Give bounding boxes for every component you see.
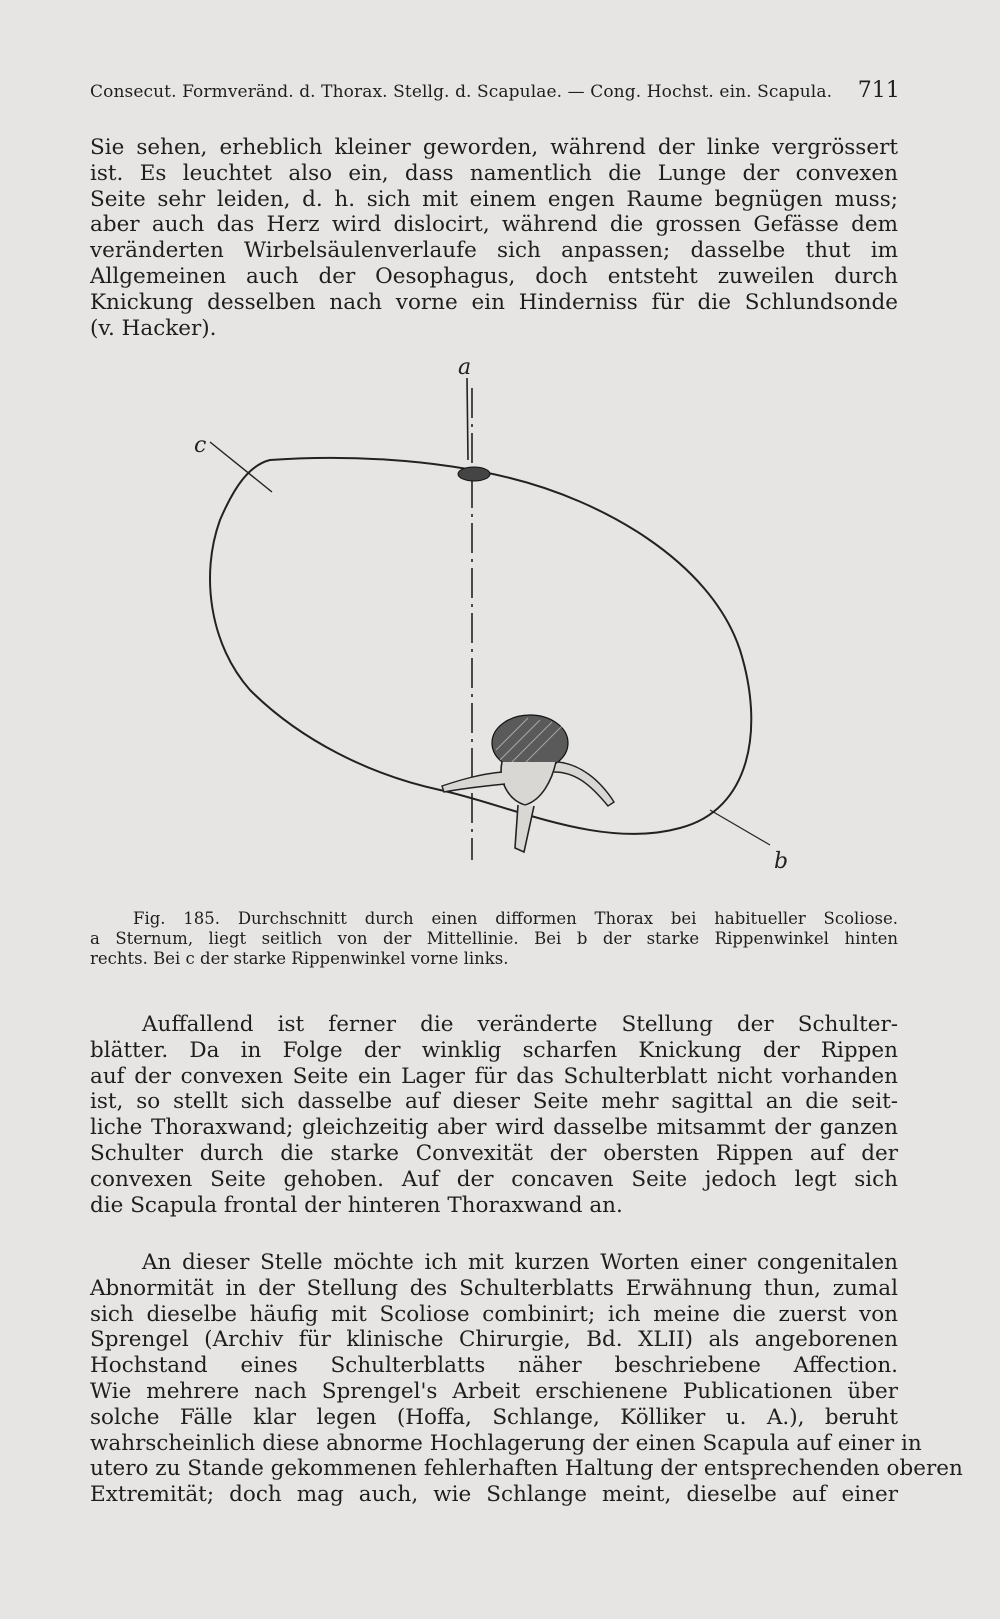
sternum <box>458 467 490 481</box>
pointer-c <box>210 442 272 492</box>
text-line: Extremität; doch mag auch, wie Schlange meint, dieselbe auf einer <box>90 1482 898 1508</box>
thorax-cross-section-figure <box>180 360 830 900</box>
text-line: Auffallend ist ferner die veränderte Stellung der Schulter- <box>142 1012 898 1037</box>
text-line: Abnormität in der Stellung des Schulterblatts Erwähnung thun, zumal <box>90 1275 898 1301</box>
figure-label-c: c <box>194 433 207 458</box>
text-line: solche Fälle klar legen (Hoffa, Schlange, Kölliker u. A.), beruht <box>90 1404 898 1430</box>
text-line: wahrscheinlich diese abnorme Hochlagerung der einen Scapula auf einer in <box>90 1430 922 1456</box>
text-line: Sprengel (Archiv für klinische Chirurgie, Bd. XLII) als angeborenen <box>90 1327 898 1353</box>
text-line: veränderten Wirbelsäulenverlaufe sich anpassen; dasselbe thut im <box>90 238 898 264</box>
text-line: blätter. Da in Folge der winklig scharfen Knickung der Rippen <box>90 1037 898 1063</box>
caption-line: Fig. 185. Durchschnitt durch einen difformen Thorax bei habitueller Scoliose. <box>133 909 898 928</box>
paragraph-1 <box>90 135 898 341</box>
caption-line: rechts. Bei c der starke Rippenwinkel vorne links. <box>90 949 509 968</box>
transverse-process-left <box>442 772 505 792</box>
caption-line: a Sternum, liegt seitlich von der Mittellinie. Bei b der starke Rippenwinkel hinten <box>90 929 898 948</box>
spinous-process <box>515 805 534 852</box>
text-line: Schulter durch die starke Convexität der obersten Rippen auf der <box>90 1140 898 1166</box>
text-line: aber auch das Herz wird dislocirt, während die grossen Gefässe dem <box>90 212 898 238</box>
figure-caption <box>90 909 898 969</box>
text-line: Seite sehr leiden, d. h. sich mit einem engen Raume begnügen muss; <box>90 186 898 212</box>
text-line: utero zu Stande gekommenen fehlerhaften Haltung der entsprechenden oberen <box>90 1456 963 1482</box>
paragraph-2 <box>90 1012 898 1218</box>
text-line: Knickung desselben nach vorne ein Hinderniss für die Schlundsonde <box>90 289 898 315</box>
text-line: convexen Seite gehoben. Auf der concaven Seite jedoch legt sich <box>90 1166 898 1192</box>
text-line: sich dieselbe häufig mit Scoliose combinirt; ich meine die zuerst von <box>90 1301 898 1327</box>
text-line: ist, so stellt sich dasselbe auf dieser Seite mehr sagittal an die seit- <box>90 1089 898 1115</box>
text-line: liche Thoraxwand; gleichzeitig aber wird dasselbe mitsammt der ganzen <box>90 1115 898 1141</box>
pointer-a <box>467 378 468 460</box>
text-line: auf der convexen Seite ein Lager für das Schulterblatt nicht vorhanden <box>90 1063 898 1089</box>
text-line: ist. Es leuchtet also ein, dass namentlich die Lunge der convexen <box>90 160 898 186</box>
text-line: Hochstand eines Schulterblatts näher beschriebene Affection. <box>90 1353 898 1379</box>
transverse-process-right <box>554 762 614 806</box>
figure-label-a: a <box>458 360 472 380</box>
pointer-b <box>710 810 770 845</box>
vertebral-arch <box>501 762 556 805</box>
text-line: Wie mehrere nach Sprengel's Arbeit erschienene Publicationen über <box>90 1378 898 1404</box>
text-line: An dieser Stelle möchte ich mit kurzen Worten einer congenitalen <box>142 1250 898 1275</box>
page-number: 711 <box>857 78 900 103</box>
text-line: Allgemeinen auch der Oesophagus, doch entsteht zuweilen durch <box>90 263 898 289</box>
running-head-title: Consecut. Formveränd. d. Thorax. Stellg. d. Scapulae. — Cong. Hochst. ein. Scapula. <box>90 82 833 102</box>
text-line: (v. Hacker). <box>90 315 217 341</box>
figure-label-b: b <box>774 849 789 874</box>
paragraph-3 <box>90 1250 963 1508</box>
text-line: die Scapula frontal der hinteren Thoraxwand an. <box>90 1192 623 1218</box>
text-line: Sie sehen, erheblich kleiner geworden, während der linke vergrössert <box>90 135 898 160</box>
